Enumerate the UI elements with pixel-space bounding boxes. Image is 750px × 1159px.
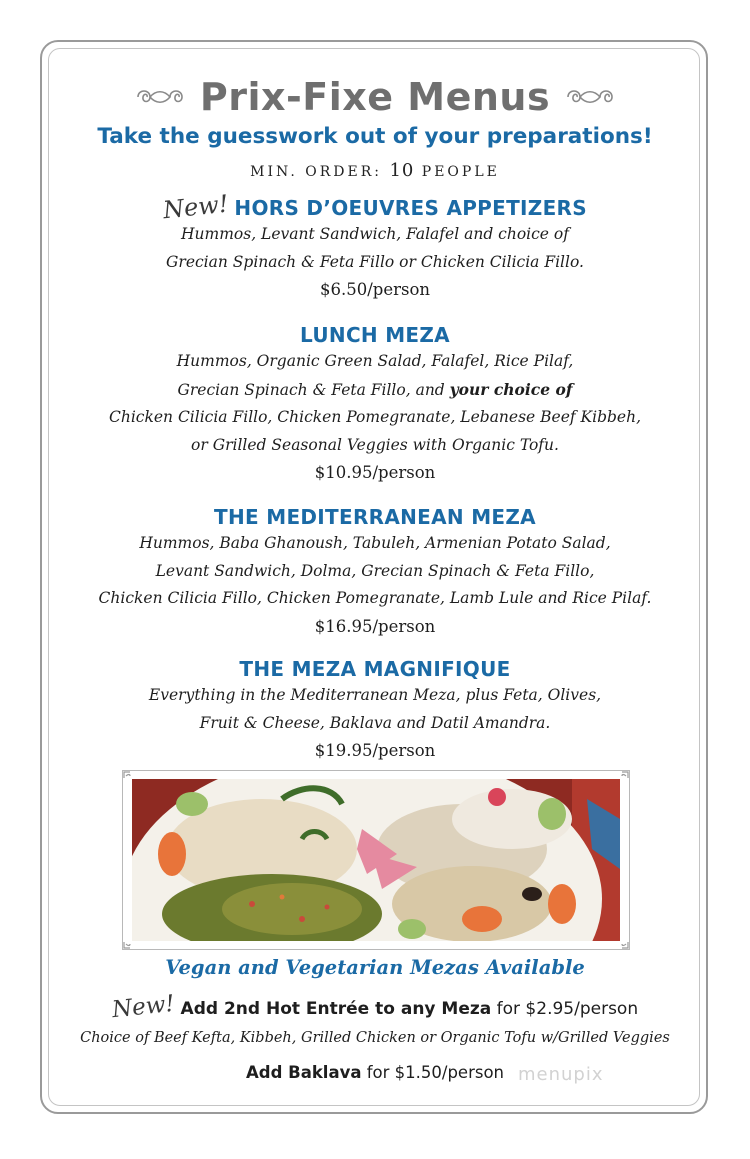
menupix-watermark: menupix	[518, 1064, 604, 1085]
min-order-label: MIN. ORDER:	[250, 164, 382, 180]
section-desc-line: Everything in the Mediterranean Meza, plus Feta, Olives,	[148, 686, 602, 704]
section-emphasis: your choice of	[449, 379, 573, 399]
section-desc-line: Hummos, Baba Ghanoush, Tabuleh, Armenian Potato Salad,	[139, 534, 611, 552]
right-swirl-ornament-icon	[564, 84, 616, 110]
new-tag: New!	[110, 990, 176, 1024]
tagline: Take the guesswork out of your preparations!	[97, 124, 653, 149]
page-title: Prix-Fixe Menus	[199, 75, 551, 119]
section-hors-doeuvres	[60, 189, 690, 304]
section-price: $6.50/person	[319, 280, 431, 299]
add-baklava-price: for $1.50/person	[361, 1063, 505, 1082]
section-desc-line: Chicken Cilicia Fillo, Chicken Pomegranate, Lamb Lule and Rice Pilaf.	[98, 589, 652, 607]
section-desc-line: or Grilled Seasonal Veggies with Organic Tofu.	[191, 435, 559, 454]
add-entree-line	[0, 990, 750, 1024]
section-desc-line: Chicken Cilicia Fillo, Chicken Pomegranate, Lebanese Beef Kibbeh,	[108, 408, 642, 426]
section-desc-line: Levant Sandwich, Dolma, Grecian Spinach & Feta Fillo,	[155, 561, 595, 580]
section-title-text: HORS D’OEUVRES APPETIZERS	[234, 196, 587, 220]
section-price: $16.95/person	[314, 616, 436, 636]
new-tag: New!	[161, 189, 230, 225]
min-order-unit: PEOPLE	[421, 164, 500, 180]
section-price: $10.95/person	[314, 463, 436, 482]
add-baklava-line	[0, 1063, 750, 1082]
food-photo-frame	[122, 770, 630, 950]
min-order-line	[0, 160, 750, 181]
section-price: $19.95/person	[314, 741, 436, 760]
add-entree-price: for $2.95/person	[491, 999, 639, 1019]
add-baklava-bold: Add Baklava	[245, 1063, 362, 1082]
title-row	[0, 70, 750, 124]
section-lunch-meza	[60, 322, 690, 487]
entree-choice-line: Choice of Beef Kefta, Kibbeh, Grilled Chicken or Organic Tofu w/Grilled Veggies	[80, 1030, 670, 1046]
add-entree-bold: Add 2nd Hot Entrée to any Meza	[180, 999, 492, 1019]
section-title: THE MEZA MAGNIFIQUE	[239, 657, 511, 681]
section-mediterranean-meza	[60, 504, 690, 641]
section-desc-line: Grecian Spinach & Feta Fillo or Chicken Cilicia Fillo.	[166, 252, 584, 271]
left-swirl-ornament-icon	[134, 84, 186, 110]
section-title: THE MEDITERRANEAN MEZA	[214, 505, 536, 529]
section-meza-magnifique	[60, 656, 690, 765]
vegan-note: Vegan and Vegetarian Mezas Available	[165, 956, 585, 979]
section-desc-line	[60, 376, 690, 405]
section-desc-text: Grecian Spinach & Feta Fillo, and	[177, 380, 445, 399]
section-title: LUNCH MEZA	[300, 323, 450, 347]
section-desc-line: Hummos, Organic Green Salad, Falafel, Rice Pilaf,	[176, 352, 574, 370]
meza-platter-photo	[132, 779, 620, 941]
section-desc-line: Fruit & Cheese, Baklava and Datil Amandra.	[199, 713, 551, 732]
section-title	[60, 189, 690, 225]
min-order-value: 10	[389, 160, 415, 181]
section-desc-line: Hummos, Levant Sandwich, Falafel and choice of	[181, 225, 569, 243]
